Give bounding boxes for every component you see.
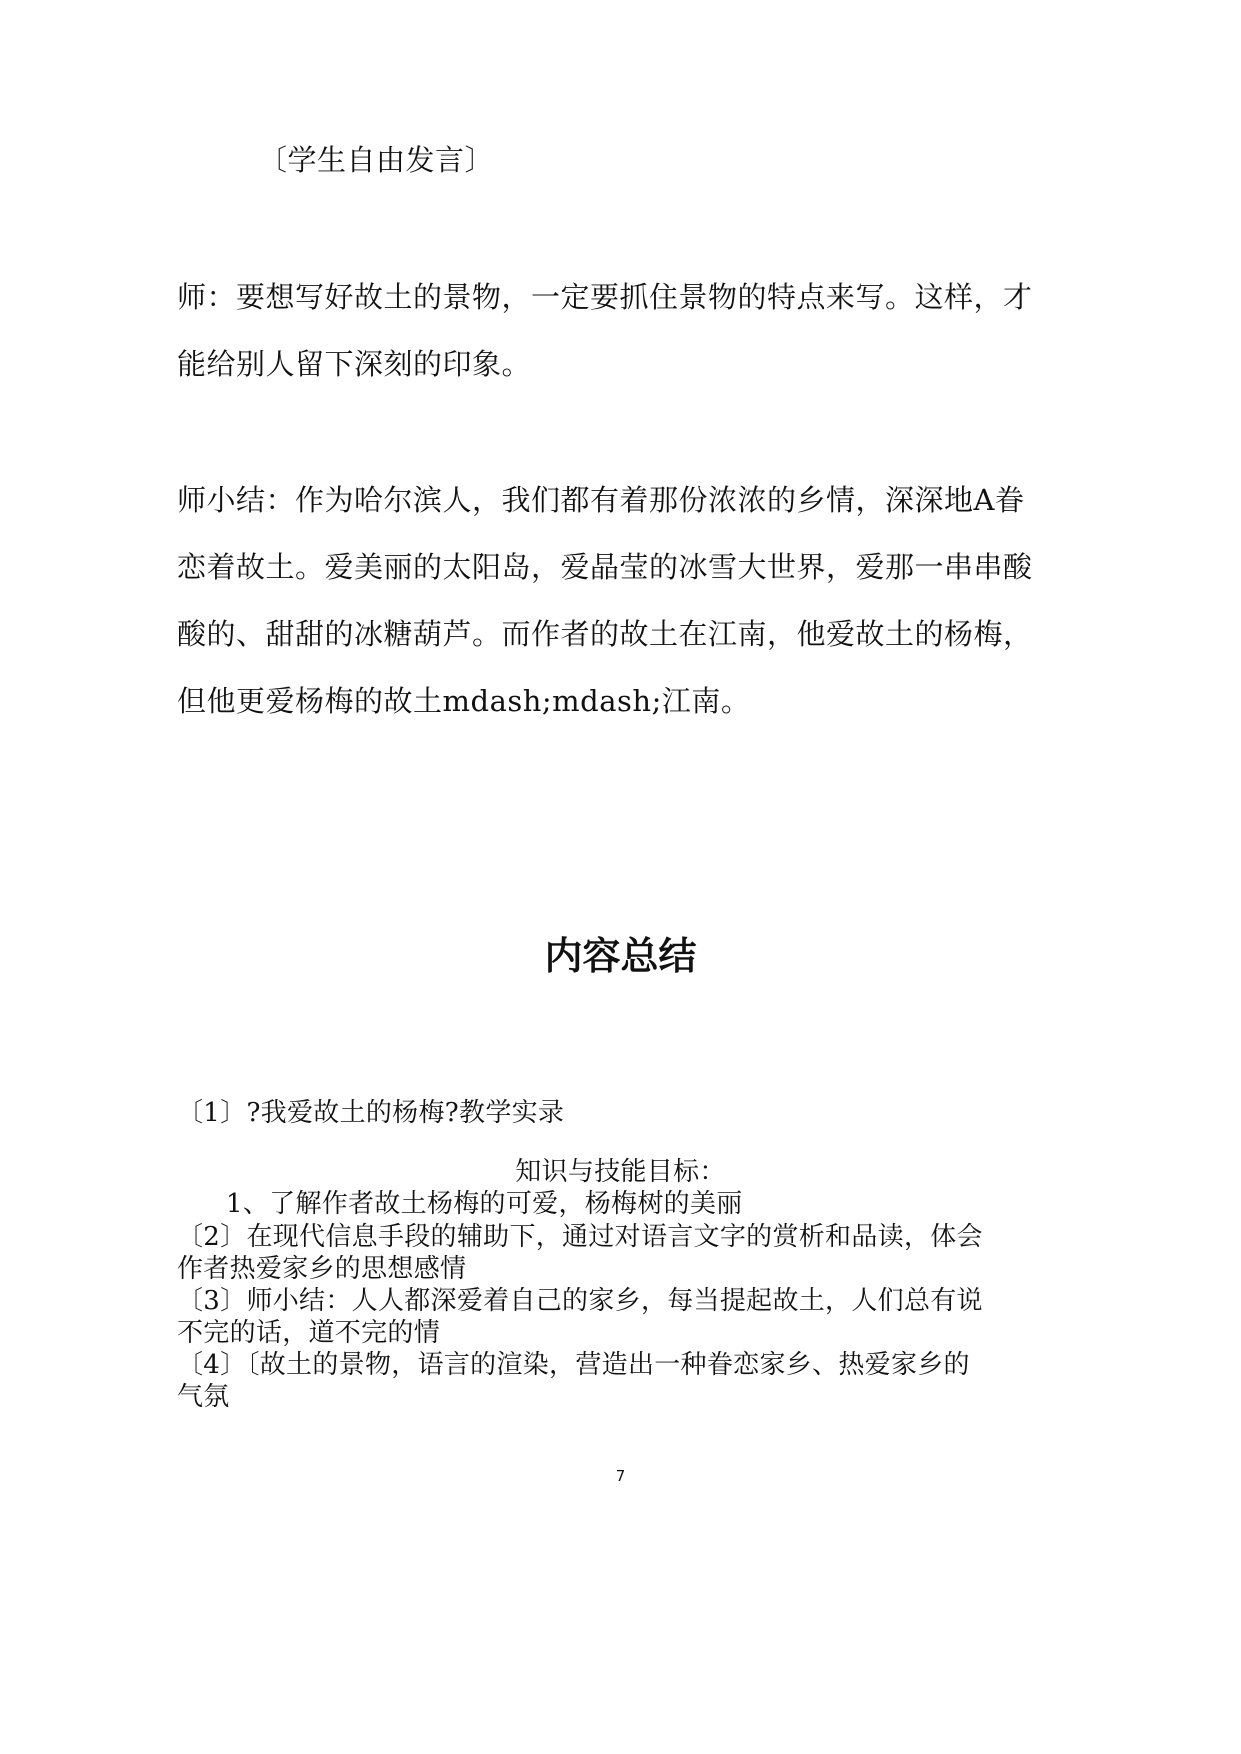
teacher-paragraph-line-2: 能给别人留下深刻的印象。 (177, 347, 532, 381)
goal-item-1: 1、了解作者故土杨梅的可爱，杨梅树的美丽 (226, 1189, 743, 1219)
page-number: 7 (615, 1467, 626, 1485)
section-heading: 内容总结 (544, 934, 697, 978)
summary-item-1: 〔1〕?我爱故土的杨梅?教学实录 (177, 1098, 565, 1128)
summary-item-3-line-2: 不完的话，道不完的情 (177, 1318, 441, 1348)
summary-item-3-line-1: 〔3〕师小结：人人都深爱着自己的家乡，每当提起故土，人们总有说 (177, 1286, 983, 1316)
goals-subheading: 知识与技能目标： (515, 1157, 726, 1187)
summary-item-4-line-1: 〔4〕〔故土的景物，语言的渲染，营造出一种眷恋家乡、热爱家乡的 (177, 1350, 970, 1380)
summary-paragraph-line-3: 酸的、甜甜的冰糖葫芦。而作者的故土在江南，他爱故土的杨梅， (177, 617, 1033, 651)
summary-item-2-line-2: 作者热爱家乡的思想感情 (177, 1254, 467, 1284)
summary-paragraph-line-1: 师小结：作为哈尔滨人，我们都有着那份浓浓的乡情，深深地A眷 (177, 483, 1025, 517)
summary-item-4-line-2: 气氛 (177, 1382, 230, 1412)
summary-paragraph-line-4: 但他更爱杨梅的故土mdash;mdash;江南。 (177, 684, 751, 718)
teacher-paragraph-line-1: 师：要想写好故土的景物，一定要抓住景物的特点来写。这样，才 (177, 280, 1033, 314)
summary-item-2-line-1: 〔2〕在现代信息手段的辅助下，通过对语言文字的赏析和品读，体会 (177, 1222, 983, 1252)
summary-paragraph-line-2: 恋着故土。爱美丽的太阳岛，爱晶莹的冰雪大世界，爱那一串串酸 (177, 550, 1033, 584)
student-note: 〔学生自由发言〕 (258, 143, 495, 177)
